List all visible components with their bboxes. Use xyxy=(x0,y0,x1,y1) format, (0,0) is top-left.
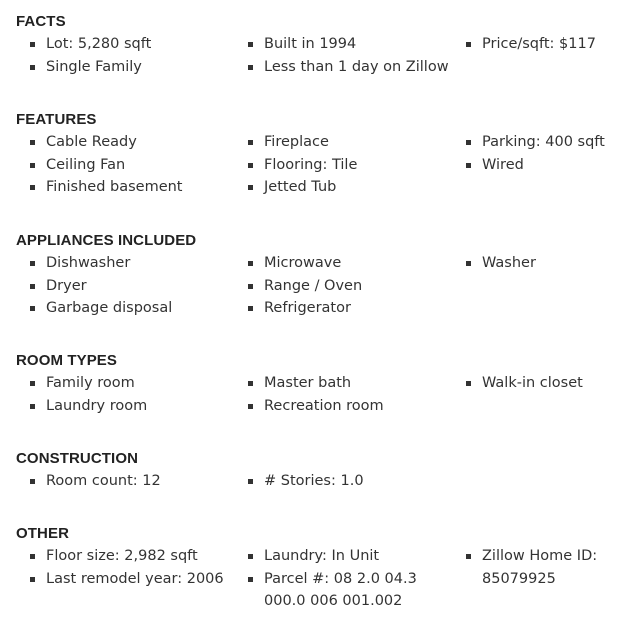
column-3 xyxy=(466,33,616,56)
list-item xyxy=(248,275,458,298)
square-bullet-icon xyxy=(466,554,471,559)
list-item-label: Microwave xyxy=(264,255,342,271)
column-1 xyxy=(30,545,240,590)
list-item xyxy=(248,252,458,275)
section-features xyxy=(16,110,616,195)
list-item-label: Price/sqft: $117 xyxy=(482,36,596,52)
column-2 xyxy=(248,131,458,199)
list-item xyxy=(248,131,458,154)
list-item xyxy=(30,33,240,56)
list-item xyxy=(248,545,458,568)
square-bullet-icon xyxy=(248,554,253,559)
list-item-label: Range / Oven xyxy=(264,277,363,294)
square-bullet-icon xyxy=(466,140,471,145)
list-item-label: Flooring: Tile xyxy=(264,156,358,173)
list-item-label: Less than 1 day on Zillow xyxy=(264,58,449,75)
list-item-label: Family room xyxy=(46,375,135,391)
column-2 xyxy=(248,33,458,78)
list-item-label: Ceiling Fan xyxy=(46,156,126,173)
list-item-label: Dishwasher xyxy=(46,255,131,271)
section-other xyxy=(16,524,616,609)
square-bullet-icon xyxy=(30,140,35,145)
list-item xyxy=(466,131,616,154)
list-item-label: Parcel #: 08 2.0 04.3 000.0 006 001.002 xyxy=(264,570,417,609)
list-item-label: Laundry: In Unit xyxy=(264,548,380,564)
section-construction xyxy=(16,449,616,489)
list-item xyxy=(466,545,616,590)
list-item-label: Finished basement xyxy=(46,179,183,195)
list-item-label: Single Family xyxy=(46,58,142,75)
square-bullet-icon xyxy=(30,404,35,409)
square-bullet-icon xyxy=(248,306,253,311)
column-3 xyxy=(466,372,616,395)
section-heading: APPLIANCES INCLUDED xyxy=(16,232,197,249)
column-1 xyxy=(30,131,240,199)
list-item xyxy=(30,545,240,568)
square-bullet-icon xyxy=(30,261,35,266)
square-bullet-icon xyxy=(248,479,253,484)
square-bullet-icon xyxy=(248,65,253,70)
square-bullet-icon xyxy=(466,42,471,47)
section-heading: FACTS xyxy=(16,13,66,30)
square-bullet-icon xyxy=(248,163,253,168)
list-item xyxy=(248,395,458,418)
column-2 xyxy=(248,372,458,417)
column-3 xyxy=(466,252,616,275)
list-item xyxy=(466,252,616,275)
square-bullet-icon xyxy=(30,479,35,484)
square-bullet-icon xyxy=(466,163,471,168)
square-bullet-icon xyxy=(30,42,35,47)
square-bullet-icon xyxy=(248,284,253,289)
list-item-label: Fireplace xyxy=(264,134,329,150)
list-item-label: Recreation room xyxy=(264,397,384,414)
square-bullet-icon xyxy=(30,306,35,311)
list-item-label: Laundry room xyxy=(46,397,148,414)
column-3 xyxy=(466,545,616,590)
list-item xyxy=(30,56,240,79)
column-2 xyxy=(248,545,458,613)
list-item xyxy=(248,33,458,56)
list-item-label: Master bath xyxy=(264,375,352,391)
section-room-types xyxy=(16,351,616,414)
list-item xyxy=(30,154,240,177)
list-item-label: Refrigerator xyxy=(264,300,351,316)
section-heading: OTHER xyxy=(16,525,69,542)
list-item xyxy=(30,176,240,199)
section-heading: ROOM TYPES xyxy=(16,352,118,369)
section-heading: CONSTRUCTION xyxy=(16,450,139,467)
section-heading: FEATURES xyxy=(16,111,97,128)
square-bullet-icon xyxy=(30,577,35,582)
list-item-label: Last remodel year: 2006 xyxy=(46,570,224,587)
column-1 xyxy=(30,33,240,78)
list-item xyxy=(248,56,458,79)
list-item xyxy=(30,297,240,320)
square-bullet-icon xyxy=(30,65,35,70)
list-item xyxy=(30,252,240,275)
square-bullet-icon xyxy=(248,261,253,266)
square-bullet-icon xyxy=(30,554,35,559)
column-1 xyxy=(30,470,240,493)
list-item-label: Zillow Home ID: 85079925 xyxy=(482,548,598,587)
list-item xyxy=(466,372,616,395)
list-item-label: Walk-in closet xyxy=(482,375,583,391)
list-item xyxy=(248,176,458,199)
square-bullet-icon xyxy=(30,185,35,190)
square-bullet-icon xyxy=(248,404,253,409)
list-item-label: Floor size: 2,982 sqft xyxy=(46,548,198,564)
column-3 xyxy=(466,131,616,176)
square-bullet-icon xyxy=(30,284,35,289)
square-bullet-icon xyxy=(466,381,471,386)
square-bullet-icon xyxy=(248,140,253,145)
list-item xyxy=(248,568,458,613)
column-1 xyxy=(30,252,240,320)
list-item-label: Parking: 400 sqft xyxy=(482,134,605,150)
square-bullet-icon xyxy=(30,381,35,386)
list-item-label: Garbage disposal xyxy=(46,300,173,316)
list-item-label: # Stories: 1.0 xyxy=(264,473,364,489)
square-bullet-icon xyxy=(466,261,471,266)
list-item xyxy=(248,470,458,493)
list-item xyxy=(248,154,458,177)
square-bullet-icon xyxy=(248,42,253,47)
list-item-label: Dryer xyxy=(46,277,87,294)
column-1 xyxy=(30,372,240,417)
list-item xyxy=(30,568,240,591)
list-item-label: Lot: 5,280 sqft xyxy=(46,36,152,52)
list-item-label: Cable Ready xyxy=(46,134,137,150)
list-item xyxy=(466,33,616,56)
list-item xyxy=(30,275,240,298)
list-item-label: Washer xyxy=(482,255,536,271)
column-2 xyxy=(248,252,458,320)
list-item xyxy=(248,372,458,395)
list-item xyxy=(30,395,240,418)
square-bullet-icon xyxy=(248,185,253,190)
list-item-label: Jetted Tub xyxy=(264,179,337,195)
square-bullet-icon xyxy=(248,577,253,582)
square-bullet-icon xyxy=(248,381,253,386)
list-item xyxy=(30,131,240,154)
list-item-label: Wired xyxy=(482,156,524,173)
square-bullet-icon xyxy=(30,163,35,168)
list-item-label: Room count: 12 xyxy=(46,473,161,489)
list-item xyxy=(248,297,458,320)
list-item xyxy=(30,470,240,493)
list-item xyxy=(466,154,616,177)
list-item xyxy=(30,372,240,395)
column-2 xyxy=(248,470,458,493)
section-facts xyxy=(16,12,616,75)
section-appliances-included xyxy=(16,231,616,316)
list-item-label: Built in 1994 xyxy=(264,36,357,52)
